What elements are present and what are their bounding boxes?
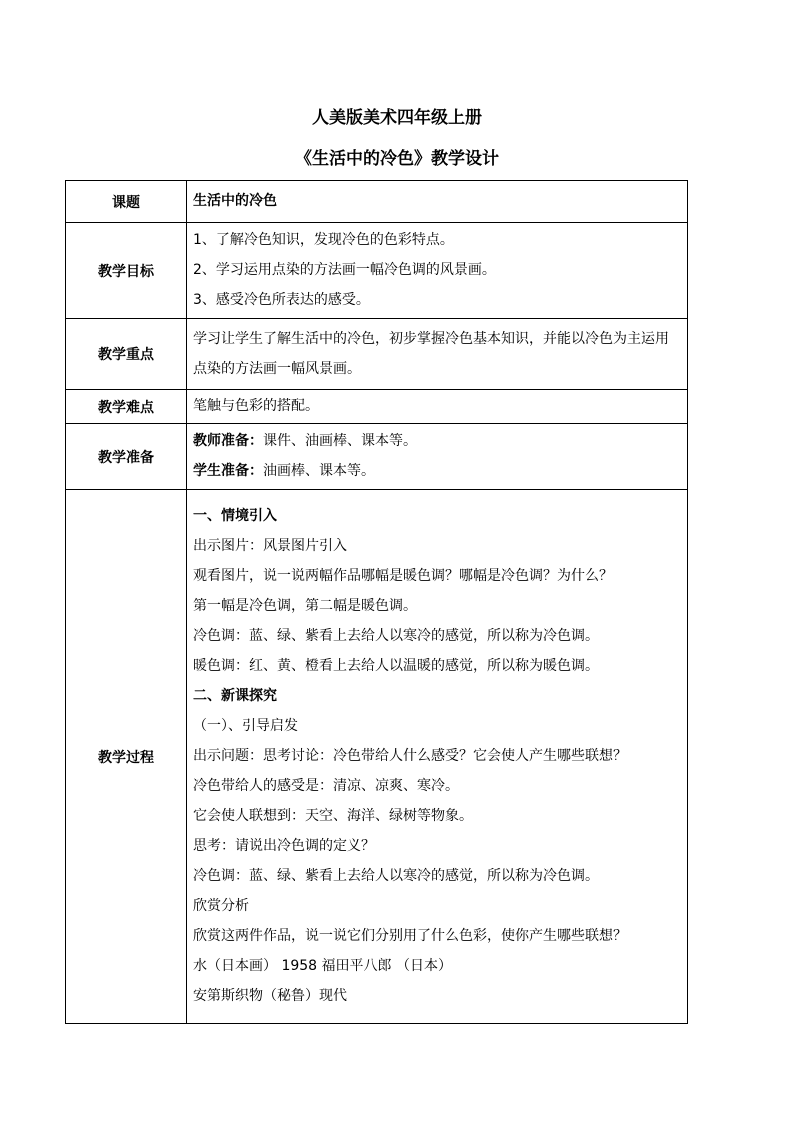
row-label-preparation: 教学准备 [66,424,187,490]
row-label-key-points: 教学重点 [66,319,187,390]
process-line: 第一幅是冷色调，第二幅是暖色调。 [193,597,417,614]
goal-line: 2、学习运用点染的方法画一幅冷色调的风景画。 [193,261,496,278]
student-preparation [193,457,681,487]
row-label-difficulty: 教学难点 [66,390,187,424]
process-line: 冷色调：蓝、绿、紫看上去给人以寒冷的感觉，所以称为冷色调。 [193,627,599,644]
row-label-process: 教学过程 [66,490,187,1024]
difficulty-text: 笔触与色彩的搭配。 [187,390,688,424]
process-line: 欣赏这两件作品，说一说它们分别用了什么色彩，使你产生哪些联想？ [193,927,627,944]
row-label-goals: 教学目标 [66,223,187,319]
teacher-preparation-label: 教师准备： [193,432,263,449]
goal-line: 1、了解冷色知识，发现冷色的色彩特点。 [193,231,454,248]
process-line: 观看图片，说一说两幅作品哪幅是暖色调？哪幅是冷色调？为什么？ [193,567,613,584]
table-row-difficulty [66,390,688,424]
key-points-cell [187,319,688,390]
teacher-preparation [193,427,681,457]
process-line: 冷色带给人的感受是：清凉、凉爽、寒冷。 [193,777,459,794]
key-points-text: 学习让学生了解生活中的冷色，初步掌握冷色基本知识，并能以冷色为主运用点染的方法画一幅风景画。 [193,331,669,377]
topic-value: 生活中的冷色 [187,181,688,223]
process-line: 安第斯织物（秘鲁）现代 [193,987,347,1004]
goals-cell [187,223,688,319]
table-row-goals [66,223,688,319]
process-line: 冷色调：蓝、绿、紫看上去给人以寒冷的感觉，所以称为冷色调。 [193,867,599,884]
process-line: 思考：请说出冷色调的定义？ [193,837,375,854]
process-line: 出示图片：风景图片引入 [193,537,347,554]
student-preparation-label: 学生准备： [193,462,263,479]
table-row-topic [66,181,688,223]
goal-line: 3、感受冷色所表达的感受。 [193,291,370,308]
process-line: 它会使人联想到：天空、海洋、绿树等物象。 [193,807,473,824]
document-title: 人美版美术四年级上册 [312,108,482,128]
document-subtitle: 《生活中的冷色》教学设计 [295,149,499,169]
table-row-key-points [66,319,688,390]
student-preparation-text: 油画棒、课本等。 [263,462,375,479]
process-line: 欣赏分析 [193,897,249,914]
table-row-process [66,490,688,1024]
row-label-topic: 课题 [66,181,187,223]
subsection-heading: （一）、引导启发 [193,717,298,734]
teacher-preparation-text: 课件、油画棒、课本等。 [263,432,417,449]
preparation-cell [187,424,688,490]
process-line: 水（日本画） 1958 福田平八郎 （日本） [193,957,452,974]
process-cell [187,490,688,1024]
lesson-plan-table [65,180,688,1024]
section-heading: 一、情境引入 [193,507,277,524]
process-line: 出示问题：思考讨论：冷色带给人什么感受？它会使人产生哪些联想？ [193,747,627,764]
table-row-preparation [66,424,688,490]
process-line: 暖色调：红、黄、橙看上去给人以温暖的感觉，所以称为暖色调。 [193,657,599,674]
section-heading: 二、新课探究 [193,687,277,704]
